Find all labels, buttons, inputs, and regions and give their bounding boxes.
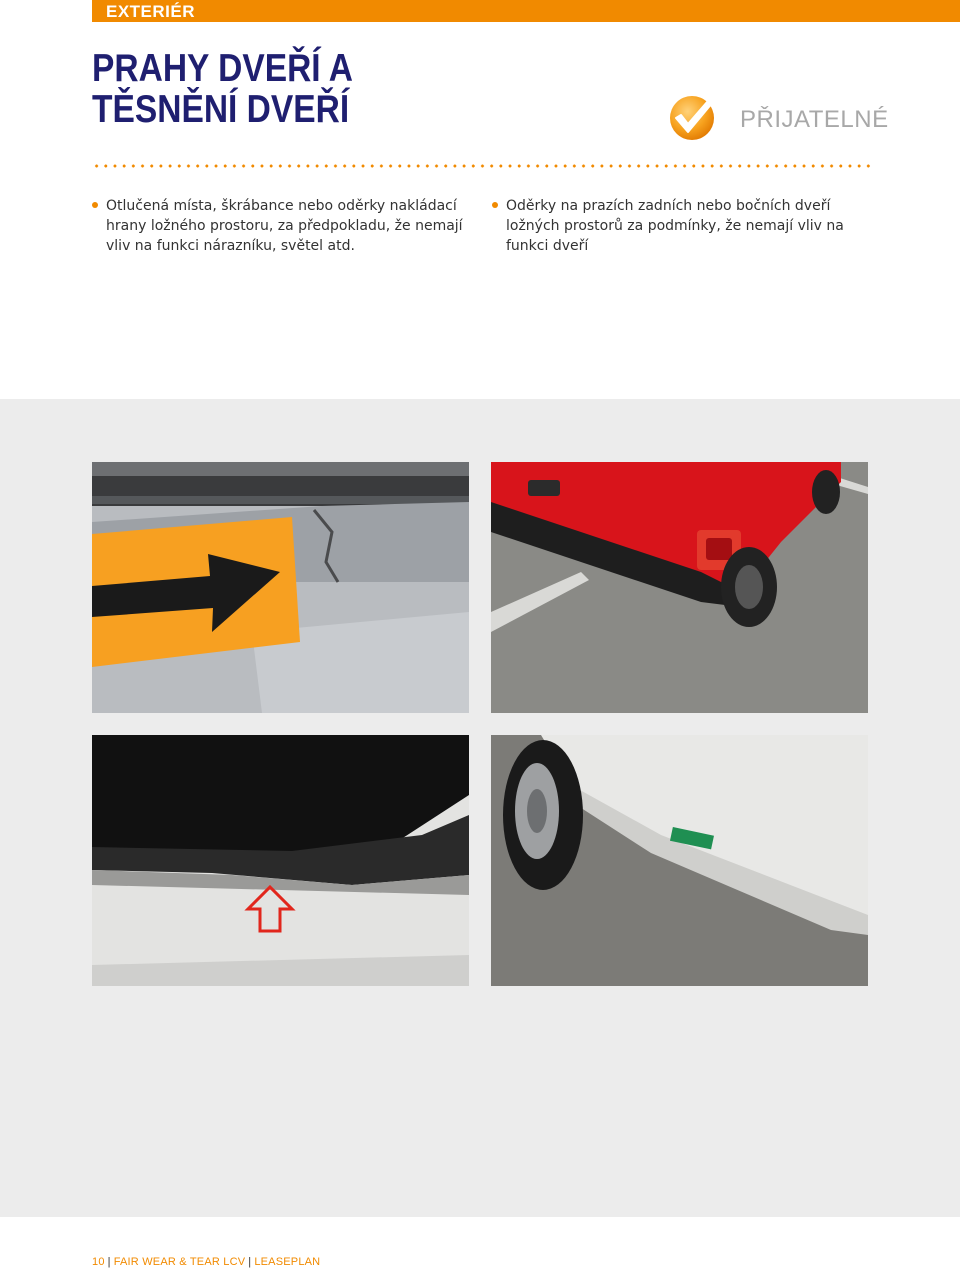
page-number: 10	[92, 1256, 105, 1268]
section-label: EXTERIÉR	[106, 2, 196, 21]
photo-white-van-sill	[491, 735, 868, 986]
bullet-dot	[492, 202, 498, 208]
brand-name: LEASEPLAN	[254, 1256, 321, 1268]
page-footer	[92, 1256, 320, 1268]
status-acceptable	[668, 92, 889, 142]
photo-red-van-bumper	[491, 462, 868, 713]
dotted-divider	[92, 164, 872, 168]
bullet-dot	[92, 202, 98, 208]
page-title-line-2: TĚSNĚNÍ DVEŘÍ	[92, 88, 350, 131]
status-label: PŘIJATELNÉ	[740, 106, 889, 133]
page-title-line-1: PRAHY DVEŘÍ A	[92, 47, 353, 90]
bullet-item	[492, 196, 872, 256]
footer-separator: |	[248, 1256, 252, 1268]
bullet-text: Oděrky na prazích zadních nebo bočních dveří ložných prostorů za podmínky, že nemají vliv na funkci dveří	[506, 198, 844, 254]
bullet-text: Otlučená místa, škrábance nebo oděrky nakládací hrany ložného prostoru, za předpokladu, že nemají vliv na funkci nárazníku, světel atd.	[106, 198, 463, 254]
checkmark-badge-icon	[668, 92, 722, 142]
publication-name: FAIR WEAR & TEAR LCV	[113, 1256, 246, 1268]
footer-separator: |	[107, 1256, 111, 1268]
bullet-item	[92, 196, 470, 256]
section-header-bar	[92, 0, 960, 22]
photo-door-sill-arrow	[92, 462, 469, 713]
photo-door-seal-red-arrow	[92, 735, 469, 986]
page-title	[92, 48, 353, 130]
